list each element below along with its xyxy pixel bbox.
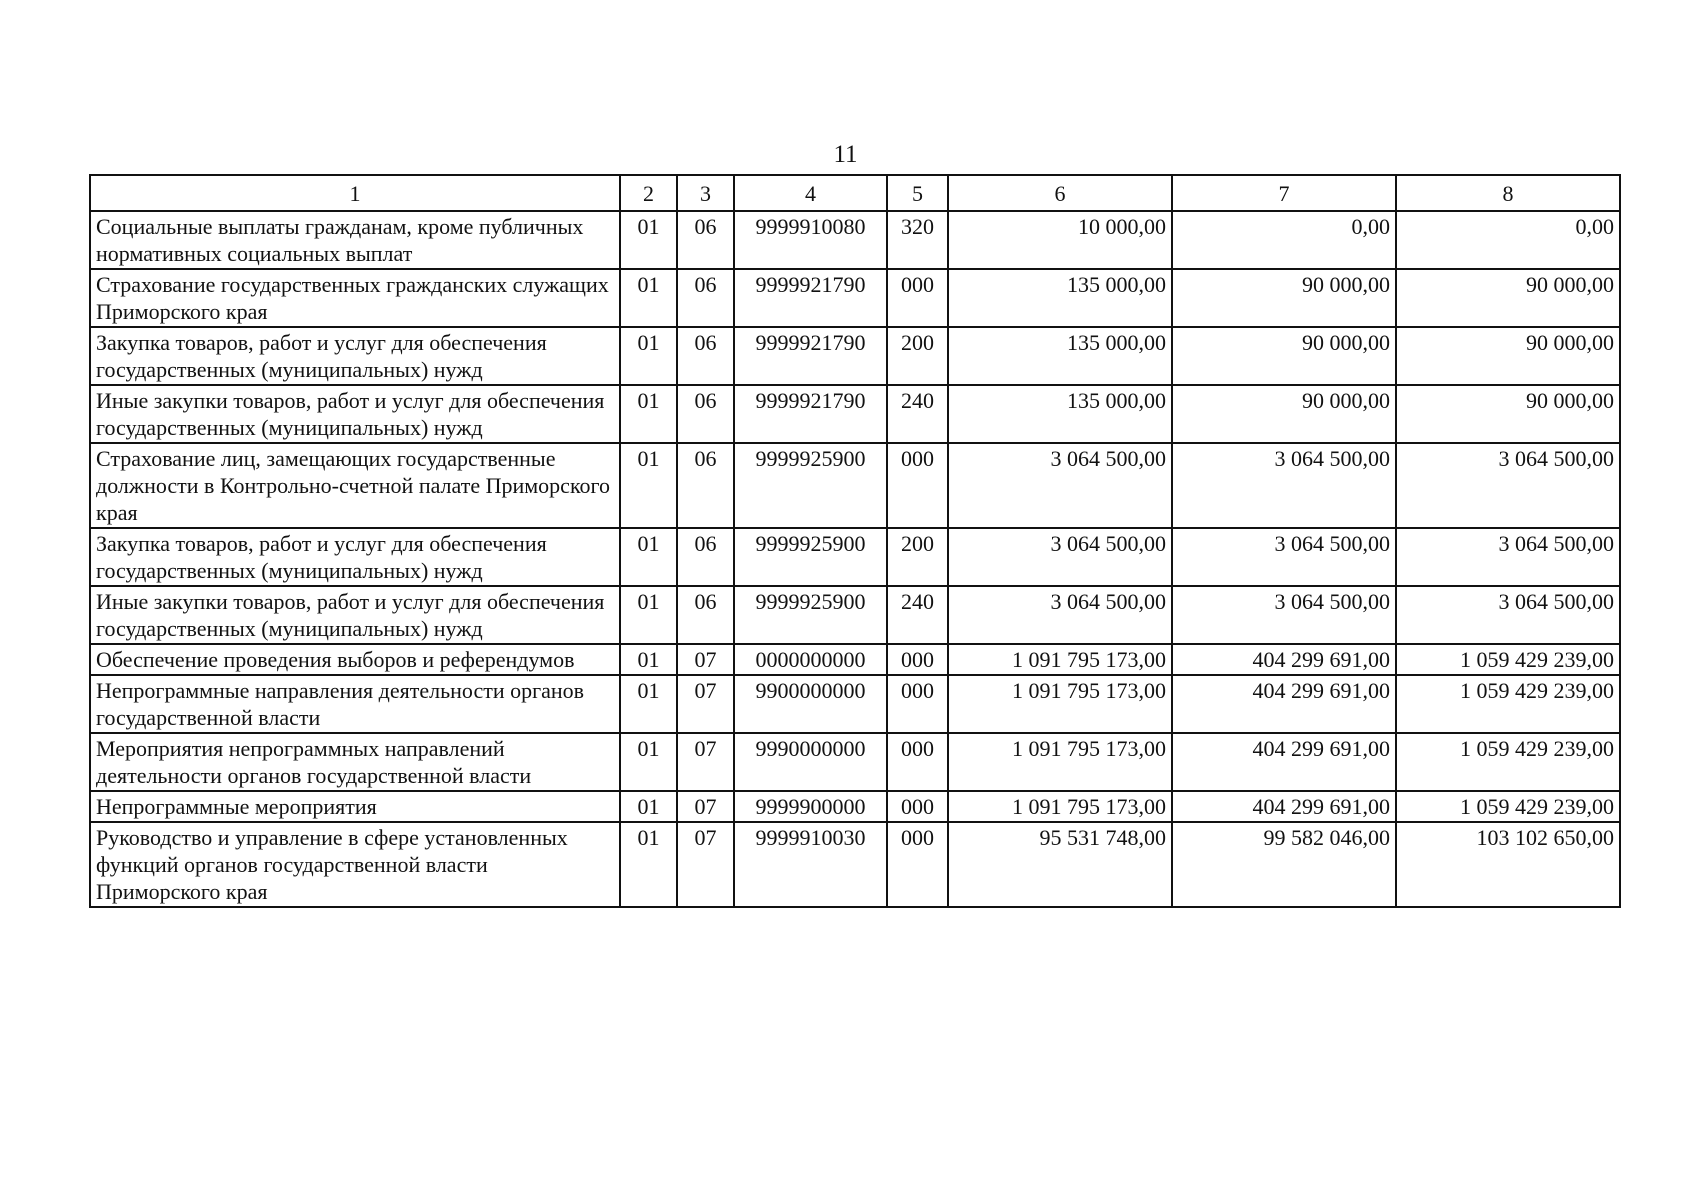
table-row — [90, 269, 1620, 327]
amount-col-8-cell: 3 064 500,00 — [1396, 528, 1620, 586]
target-article-cell: 9900000000 — [734, 675, 887, 733]
amount-col-7-cell: 404 299 691,00 — [1172, 644, 1396, 675]
subsection-code-cell: 06 — [677, 327, 734, 385]
amount-col-8-cell: 90 000,00 — [1396, 269, 1620, 327]
amount-col-8-cell: 1 059 429 239,00 — [1396, 791, 1620, 822]
section-code-cell: 01 — [620, 791, 677, 822]
target-article-cell: 9990000000 — [734, 733, 887, 791]
expense-type-cell: 000 — [887, 269, 948, 327]
section-code-cell: 01 — [620, 385, 677, 443]
amount-col-8-cell: 3 064 500,00 — [1396, 586, 1620, 644]
table-row — [90, 443, 1620, 528]
section-code-cell: 01 — [620, 211, 677, 269]
target-article-cell: 9999925900 — [734, 528, 887, 586]
subsection-code-cell: 06 — [677, 443, 734, 528]
expense-type-cell: 200 — [887, 528, 948, 586]
column-header: 2 — [620, 175, 677, 211]
amount-col-6-cell: 1 091 795 173,00 — [948, 733, 1172, 791]
target-article-cell: 9999921790 — [734, 385, 887, 443]
table-row — [90, 211, 1620, 269]
amount-col-7-cell: 0,00 — [1172, 211, 1396, 269]
amount-col-8-cell: 103 102 650,00 — [1396, 822, 1620, 907]
amount-col-6-cell: 10 000,00 — [948, 211, 1172, 269]
amount-col-7-cell: 404 299 691,00 — [1172, 733, 1396, 791]
amount-col-7-cell: 3 064 500,00 — [1172, 443, 1396, 528]
amount-col-7-cell: 404 299 691,00 — [1172, 675, 1396, 733]
amount-col-7-cell: 3 064 500,00 — [1172, 528, 1396, 586]
amount-col-7-cell: 3 064 500,00 — [1172, 586, 1396, 644]
section-code-cell: 01 — [620, 269, 677, 327]
table-row — [90, 586, 1620, 644]
table-row — [90, 675, 1620, 733]
amount-col-7-cell: 404 299 691,00 — [1172, 791, 1396, 822]
page-number: 11 — [833, 141, 858, 168]
expense-type-cell: 000 — [887, 733, 948, 791]
section-code-cell: 01 — [620, 644, 677, 675]
column-header: 6 — [948, 175, 1172, 211]
row-name-cell: Мероприятия непрограммных направлений деятельности органов государственной власти — [90, 733, 620, 791]
subsection-code-cell: 07 — [677, 791, 734, 822]
expense-type-cell: 000 — [887, 791, 948, 822]
expense-type-cell: 240 — [887, 586, 948, 644]
table-row — [90, 822, 1620, 907]
amount-col-6-cell: 1 091 795 173,00 — [948, 675, 1172, 733]
row-name-cell: Иные закупки товаров, работ и услуг для обеспечения государственных (муниципальных) нужд — [90, 385, 620, 443]
table-row — [90, 791, 1620, 822]
expense-type-cell: 000 — [887, 644, 948, 675]
row-name-cell: Страхование государственных гражданских служащих Приморского края — [90, 269, 620, 327]
amount-col-8-cell: 90 000,00 — [1396, 327, 1620, 385]
subsection-code-cell: 07 — [677, 733, 734, 791]
amount-col-6-cell: 135 000,00 — [948, 385, 1172, 443]
amount-col-6-cell: 95 531 748,00 — [948, 822, 1172, 907]
row-name-cell: Обеспечение проведения выборов и референдумов — [90, 644, 620, 675]
amount-col-6-cell: 3 064 500,00 — [948, 586, 1172, 644]
subsection-code-cell: 06 — [677, 269, 734, 327]
amount-col-6-cell: 135 000,00 — [948, 269, 1172, 327]
expense-type-cell: 200 — [887, 327, 948, 385]
subsection-code-cell: 07 — [677, 675, 734, 733]
row-name-cell: Непрограммные направления деятельности органов государственной власти — [90, 675, 620, 733]
amount-col-7-cell: 90 000,00 — [1172, 385, 1396, 443]
amount-col-8-cell: 90 000,00 — [1396, 385, 1620, 443]
amount-col-6-cell: 1 091 795 173,00 — [948, 644, 1172, 675]
section-code-cell: 01 — [620, 327, 677, 385]
subsection-code-cell: 06 — [677, 385, 734, 443]
row-name-cell: Закупка товаров, работ и услуг для обеспечения государственных (муниципальных) нужд — [90, 327, 620, 385]
amount-col-8-cell: 1 059 429 239,00 — [1396, 675, 1620, 733]
amount-col-8-cell: 1 059 429 239,00 — [1396, 644, 1620, 675]
subsection-code-cell: 06 — [677, 586, 734, 644]
section-code-cell: 01 — [620, 528, 677, 586]
amount-col-6-cell: 135 000,00 — [948, 327, 1172, 385]
section-code-cell: 01 — [620, 733, 677, 791]
column-header: 1 — [90, 175, 620, 211]
target-article-cell: 9999921790 — [734, 269, 887, 327]
subsection-code-cell: 07 — [677, 644, 734, 675]
row-name-cell: Социальные выплаты гражданам, кроме публичных нормативных социальных выплат — [90, 211, 620, 269]
amount-col-7-cell: 90 000,00 — [1172, 269, 1396, 327]
target-article-cell: 9999900000 — [734, 791, 887, 822]
expense-type-cell: 320 — [887, 211, 948, 269]
row-name-cell: Руководство и управление в сфере установленных функций органов государственной власти Приморского края — [90, 822, 620, 907]
row-name-cell: Иные закупки товаров, работ и услуг для обеспечения государственных (муниципальных) нужд — [90, 586, 620, 644]
amount-col-7-cell: 99 582 046,00 — [1172, 822, 1396, 907]
table-row — [90, 385, 1620, 443]
amount-col-6-cell: 1 091 795 173,00 — [948, 791, 1172, 822]
column-header: 5 — [887, 175, 948, 211]
amount-col-7-cell: 90 000,00 — [1172, 327, 1396, 385]
row-name-cell: Страхование лиц, замещающих государственные должности в Контрольно-счетной палате Приморского края — [90, 443, 620, 528]
table-row — [90, 327, 1620, 385]
amount-col-6-cell: 3 064 500,00 — [948, 443, 1172, 528]
amount-col-8-cell: 1 059 429 239,00 — [1396, 733, 1620, 791]
section-code-cell: 01 — [620, 675, 677, 733]
section-code-cell: 01 — [620, 443, 677, 528]
budget-table — [89, 174, 1621, 908]
column-header: 7 — [1172, 175, 1396, 211]
row-name-cell: Закупка товаров, работ и услуг для обеспечения государственных (муниципальных) нужд — [90, 528, 620, 586]
column-header: 3 — [677, 175, 734, 211]
section-code-cell: 01 — [620, 822, 677, 907]
target-article-cell: 9999921790 — [734, 327, 887, 385]
table-row — [90, 528, 1620, 586]
column-header: 8 — [1396, 175, 1620, 211]
expense-type-cell: 000 — [887, 443, 948, 528]
table-row — [90, 733, 1620, 791]
subsection-code-cell: 06 — [677, 528, 734, 586]
target-article-cell: 9999910030 — [734, 822, 887, 907]
subsection-code-cell: 06 — [677, 211, 734, 269]
table-row — [90, 644, 1620, 675]
target-article-cell: 9999925900 — [734, 443, 887, 528]
amount-col-8-cell: 3 064 500,00 — [1396, 443, 1620, 528]
target-article-cell: 0000000000 — [734, 644, 887, 675]
table-body — [90, 211, 1620, 907]
expense-type-cell: 000 — [887, 822, 948, 907]
target-article-cell: 9999910080 — [734, 211, 887, 269]
row-name-cell: Непрограммные мероприятия — [90, 791, 620, 822]
amount-col-6-cell: 3 064 500,00 — [948, 528, 1172, 586]
target-article-cell: 9999925900 — [734, 586, 887, 644]
section-code-cell: 01 — [620, 586, 677, 644]
header-row — [90, 175, 1620, 211]
expense-type-cell: 000 — [887, 675, 948, 733]
amount-col-8-cell: 0,00 — [1396, 211, 1620, 269]
subsection-code-cell: 07 — [677, 822, 734, 907]
column-header: 4 — [734, 175, 887, 211]
expense-type-cell: 240 — [887, 385, 948, 443]
